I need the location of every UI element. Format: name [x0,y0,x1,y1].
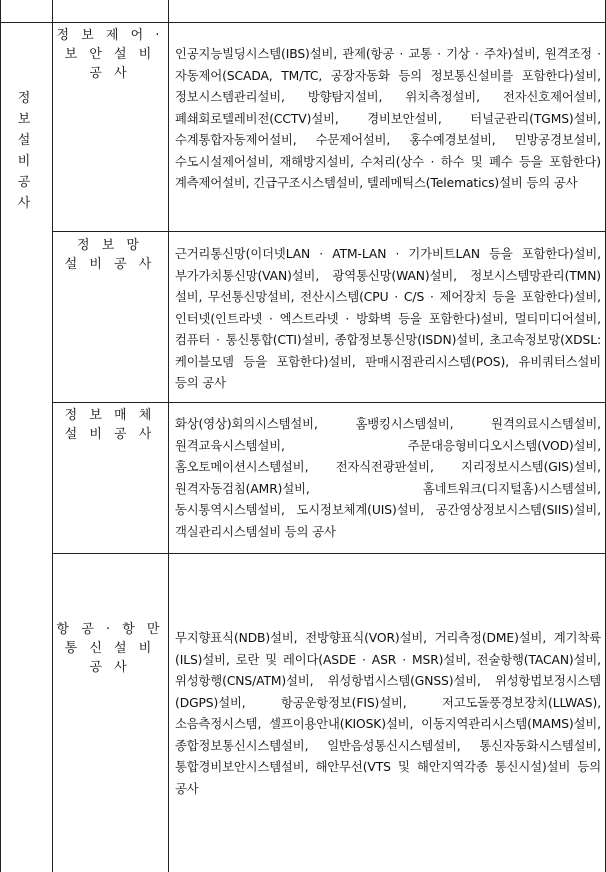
table-border-left [0,0,1,872]
row-divider-3 [52,553,606,554]
row-divider-1 [52,231,606,232]
sub-category-label: 정 보 제 어 · 보 안 설 비 공 사 [56,28,164,81]
sub-category-label: 정 보 망 설 비 공 사 [64,238,156,272]
column-divider-major [52,0,53,872]
row-divider-2 [52,402,606,403]
sub-category-label: 항 공 · 항 만 통 신 설 비 공 사 [56,622,164,675]
column-divider-sub [168,0,169,872]
sub-category-label: 정 보 매 체 설 비 공 사 [64,408,156,442]
row-description: 인공지능빌딩시스템(IBS)설비, 관제(항공 · 교통 · 기상 · 주차)설비, 원격조정 · 자동제어(SCADA, TM/TC, 공장자동화 등의 정보통신설비를 포함한다)설비, 정보시스템관리설비, 방향탐지설비, 위치측정설비, 전자신호제어설비, 폐쇄회로텔레비전(CCTV)설비, 경비보안설비, 터널군관리(TGMS)설비, 수계통합자동제어설비, 수문제어설비, 홍수예경보설비, 민방공경보설비, 수도시설제어설비, 재해방지설비, 수처리(상수 · 하수 및 폐수 등을 포함한다)계측제어설비, 긴급구조시스템설비, 텔레메틱스(Telematics)설비 등의 공사 [175,47,601,190]
major-category-label: 정 보 설 비 공 사 [17,91,37,211]
header-row-divider [0,22,606,23]
row-description: 근거리통신망(이더넷LAN · ATM-LAN · 기가비트LAN 등을 포함한다)설비, 부가가치통신망(VAN)설비, 광역통신망(WAN)설비, 정보시스템망관리(TMN)설비, 무선통신망설비, 전산시스템(CPU · C/S · 제어장치 등을 포함한다)설비, 인터넷(인트라넷 · 엑스트라넷 · 방화벽 등을 포함한다)설비, 멀티미디어설비, 컴퓨터 · 통신통합(CTI)설비, 종합정보통신망(ISDN)설비, 초고속정보망(XDSL: 케이블모뎀 등을 포함한다)설비, 판매시점관리시스템(POS), 유비쿼터스설비 등의 공사 [175,247,601,390]
row-description: 화상(영상)회의시스템설비, 홈뱅킹시스템설비, 원격의료시스템설비, 원격교육시스템설비, 주문대응형비디오시스템(VOD)설비, 홈오토메이션시스템설비, 전자식전광판설비, 지리정보시스템(GIS)설비, 원격자동검침(AMR)설비, 홈네트워크(디지털홈)시스템설비, 동시통역시스템설비, 도시정보체계(UIS)설비, 공간영상정보시스템(SIIS)설비, 객실관리시스템설비 등의 공사 [175,417,601,539]
row-description: 무지향표식(NDB)설비, 전방향표식(VOR)설비, 거리측정(DME)설비, 계기착륙(ILS)설비, 로란 및 레이다(ASDE · ASR · MSR)설비, 전술항행(TACAN)설비, 위성항행(CNS/ATM)설비, 위성항법시스템(GNSS)설비, 위성항법보정시스템(DGPS)설비, 항공운항정보(FIS)설비, 저고도돌풍경보장치(LLWAS), 소음측정시스템, 셀프이용안내(KIOSK)설비, 이동지역관리시스템(MAMS)설비, 종합정보통신시스템설비, 일반음성통신시스템설비, 통신자동화시스템설비, 통합경비보안시스템설비, 해안무선(VTS 및 해안지역각종 통신시설)설비 등의 공사 [175,631,601,796]
